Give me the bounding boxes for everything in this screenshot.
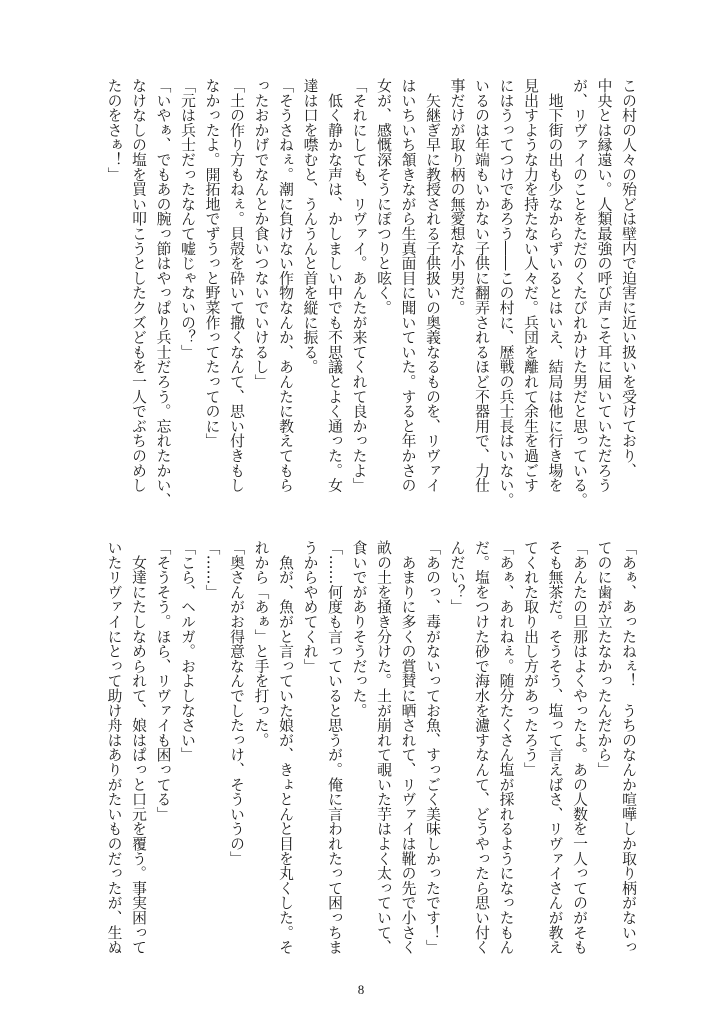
text-line: 「土の作り方もねぇ。貝殻を砕いて撒くなんて、思い付きもし bbox=[228, 78, 245, 493]
text-line: 「奥さんがお得意なんでしたっけ、そういうの」 bbox=[228, 540, 245, 866]
text-line: 食いでがありそうだった。 bbox=[350, 540, 368, 718]
upper-text-block bbox=[101, 78, 640, 518]
page-number: 8 bbox=[357, 982, 365, 997]
text-line: 「あぁ、あったねぇ！ うちのなんか喧嘩しか取り柄がないっ bbox=[620, 540, 637, 955]
text-line: いるのは年端もいかない子供に翻弄されるほど不器用で、力仕 bbox=[473, 78, 490, 493]
text-line: うからやめてくれ」 bbox=[301, 540, 319, 674]
text-line: 矢継ぎ早に教授される子供扱いの奥義なるものを、リヴァイ bbox=[424, 78, 441, 493]
text-line: てのに歯が立たなかったんだから」 bbox=[595, 540, 613, 777]
text-line: 地下街の出も少なからずいるとはいえ、結局は他に行き場を bbox=[546, 78, 564, 493]
text-line: だ。塩をつけた砂で海水を濾すなんて、どうやったら思い付く bbox=[473, 540, 490, 955]
text-line: 女達にたしなめられて、娘はぱっと口元を覆う。事実困って bbox=[130, 540, 147, 955]
lower-text-block bbox=[101, 540, 640, 980]
text-line: 低く静かな声は、かしましい中でも不思議とよく通った。女 bbox=[326, 78, 343, 493]
text-line: 魚が、魚がと言っていた娘が、きょとんと目を丸くした。そ bbox=[277, 540, 294, 955]
text-line: 「そうさねぇ。潮に負けない作物なんか、あんたに教えてもら bbox=[277, 78, 294, 493]
text-line: てくれた取り出し方があったろう」 bbox=[522, 540, 539, 777]
text-line: 事だけが取り柄の無愛想な小男だ。 bbox=[448, 78, 466, 315]
text-line: はいちいち頷きながら生真面目に聞いていた。すると年かさの bbox=[399, 78, 417, 493]
text-line: 「いやぁ、でもあの腕っ節はやっぱり兵士だろう。忘れたかい、 bbox=[154, 78, 172, 508]
text-line: 畝の土を掻き分けた。土が崩れて覗いた芋はよく太っていて、 bbox=[375, 540, 392, 955]
text-line: 「それにしても、リヴァイ。あんたが来てくれて良かったよ」 bbox=[350, 78, 368, 493]
text-line: が、リヴァイのことをただのくたびれかけた男だと思っている。 bbox=[571, 78, 588, 508]
text-line: 見出すような力を持たない人々だ。兵団を離れて余生を過ごす bbox=[522, 78, 539, 493]
text-line: 「元は兵士だったなんて嘘じゃないの？」 bbox=[179, 78, 196, 360]
text-line: 「こら、ヘルガ。およしなさい」 bbox=[179, 540, 196, 762]
text-line: 「あぁ、あれねぇ。随分たくさん塩が採れるようになったもん bbox=[497, 540, 515, 955]
text-line: 達は口を噤むと、うんうんと首を縦に振る。 bbox=[301, 78, 319, 374]
text-line: そも無茶だ。そうそう、塩って言えばさ、リヴァイさんが教え bbox=[546, 540, 564, 955]
text-line: なけなしの塩を買い叩こうとしたクズどもを一人でぶちのめし bbox=[130, 78, 147, 493]
text-line: 「あのっ、毒がないってお魚、すっごく美味しかったです！」 bbox=[424, 540, 441, 955]
text-line: 「……」 bbox=[203, 540, 221, 600]
text-line: いたリヴァイにとって助け舟はありがたいものだったが、生ぬ bbox=[105, 540, 123, 955]
text-line: 「あんたの旦那はよくやったよ。あの人数を一人ってのがそも bbox=[571, 540, 588, 955]
text-line: んだい？」 bbox=[448, 540, 466, 614]
text-line: たのをさぁ！」 bbox=[105, 78, 123, 182]
text-line: この村の人々の殆どは壁内で迫害に近い扱いを受けており、 bbox=[620, 78, 637, 478]
text-line: 「……何度も言っていると思うが。俺に言われたって困っちま bbox=[326, 540, 343, 955]
text-line: あまりに多くの賞賛に晒されて、リヴァイは靴の先で小さく bbox=[399, 540, 417, 955]
text-line: にはうってつけであろう――この村に、歴戦の兵士長はいない。 bbox=[497, 78, 515, 508]
text-line: れから「あぁ」と手を打った。 bbox=[252, 540, 270, 748]
text-line: 中央とは縁遠い。人類最強の呼び声こそ耳に届いていただろう bbox=[595, 78, 613, 493]
text-line: なかったよ。開拓地でずうっと野菜作ってたってのに」 bbox=[203, 78, 221, 448]
text-line: ったおかげでなんとか食いつないでいけるし」 bbox=[252, 78, 270, 389]
text-line: 「そうそう。ほら、リヴァイも困ってる」 bbox=[154, 540, 172, 822]
text-line: 女が、感慨深そうにぽつりと呟く。 bbox=[375, 78, 392, 315]
